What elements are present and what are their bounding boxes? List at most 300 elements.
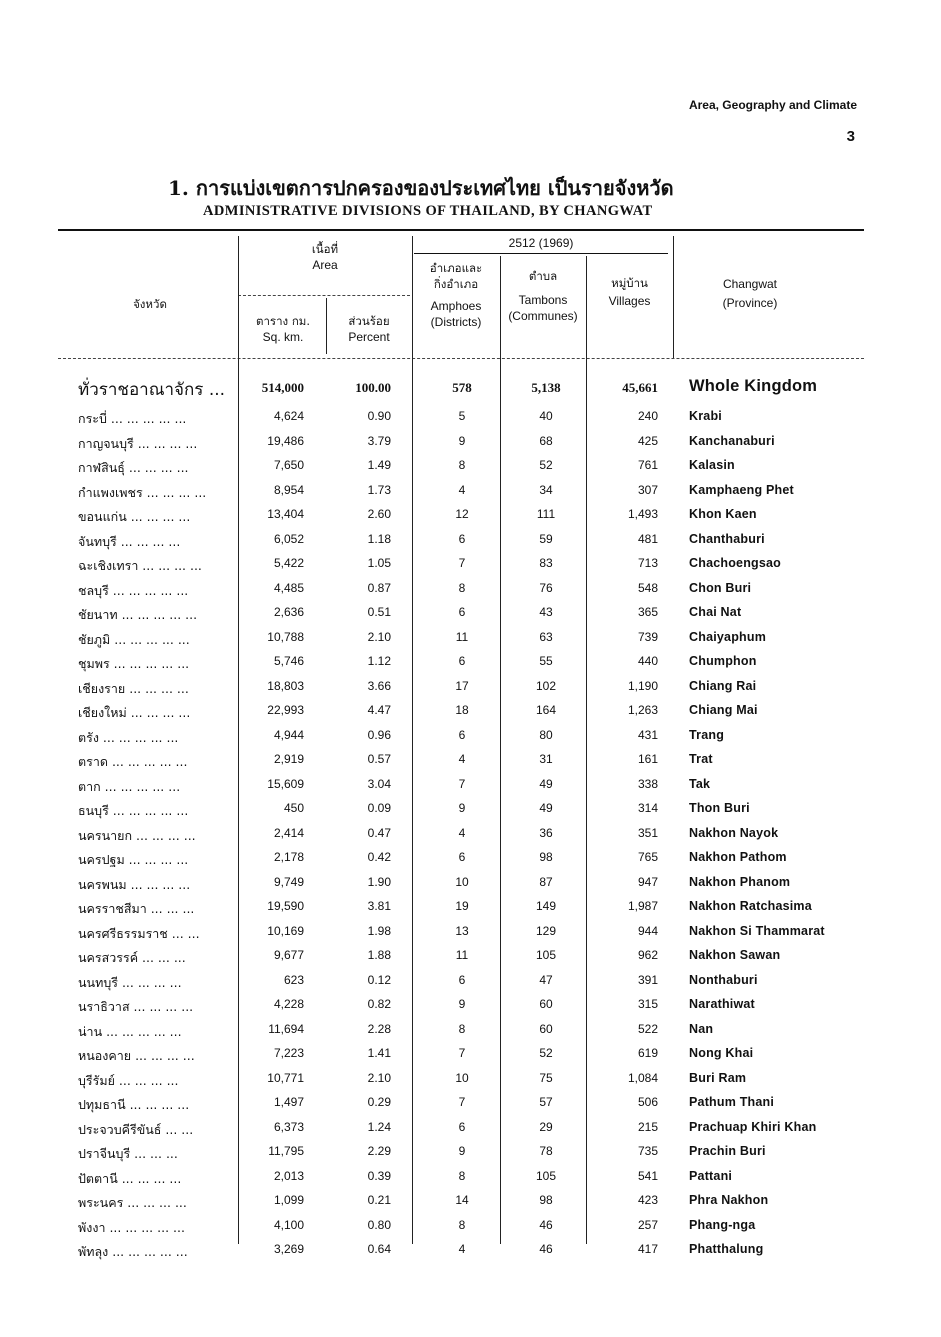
cell-changwat-thai: นครสวรรค์ ... ... ...	[78, 950, 186, 965]
cell-amphoes: 9	[458, 433, 466, 448]
cell-villages: 365	[637, 605, 658, 619]
cell-tambons: 59	[539, 531, 553, 546]
cell-changwat-english: Chon Buri	[689, 580, 752, 595]
header-tambons-english-2: (Communes)	[508, 309, 578, 323]
cell-area: 4,228	[273, 997, 304, 1011]
cell-amphoes: 13	[455, 923, 469, 938]
cell-amphoes: 8	[458, 1021, 466, 1036]
cell-villages: 548	[637, 580, 658, 595]
table-row	[0, 872, 941, 897]
cell-amphoes: 9	[458, 997, 466, 1011]
cell-amphoes: 5	[458, 409, 466, 423]
header-villages-thai: หมู่บ้าน	[611, 276, 648, 290]
cell-changwat-english: Nakhon Sawan	[689, 948, 781, 962]
cell-tambons: 98	[539, 1193, 553, 1207]
cell-changwat-english: Nakhon Ratchasima	[689, 899, 812, 913]
cell-amphoes: 10	[455, 1070, 469, 1085]
cell-changwat-thai: ชัยนาท ... ... ... ... ...	[78, 607, 198, 622]
cell-changwat-thai: ขอนแก่น ... ... ... ...	[78, 509, 191, 524]
cell-changwat-thai: ตรัง ... ... ... ... ...	[78, 729, 179, 745]
cell-tambons: 105	[535, 1168, 557, 1183]
cell-changwat-thai: ปัตตานี ... ... ... ...	[78, 1170, 182, 1186]
cell-villages: 1,987	[627, 899, 658, 913]
cell-percent: 0.96	[367, 727, 391, 742]
header-bottom-rule	[58, 358, 864, 359]
header-tambons	[500, 268, 586, 324]
cell-changwat-english: Chiang Mai	[689, 703, 758, 717]
cell-amphoes: 9	[458, 1144, 466, 1158]
cell-percent: 0.64	[367, 1242, 391, 1256]
cell-villages: 161	[637, 752, 658, 766]
cell-changwat-english: Trang	[689, 727, 725, 742]
cell-amphoes: 6	[458, 727, 466, 742]
cell-area: 2,178	[273, 850, 304, 864]
cell-tambons: 164	[535, 703, 557, 717]
cell-percent: 0.80	[367, 1217, 391, 1232]
cell-tambons: 68	[539, 433, 553, 448]
table-top-rule	[58, 229, 864, 231]
cell-changwat-thai: ชลบุรี ... ... ... ... ...	[78, 582, 189, 598]
header-tambons-thai: ตำบล	[528, 269, 558, 283]
cell-amphoes: 6	[458, 850, 466, 864]
cell-tambons: 31	[539, 752, 553, 766]
table-row	[0, 1190, 941, 1215]
cell-changwat-thai: ธนบุรี ... ... ... ... ...	[78, 803, 189, 818]
cell-changwat-english: Nong Khai	[689, 1046, 754, 1060]
cell-percent: 2.60	[367, 507, 391, 521]
cell-area: 22,993	[267, 703, 304, 717]
table-row	[0, 627, 941, 652]
cell-area: 15,609	[267, 776, 304, 791]
table-row	[0, 1166, 941, 1191]
cell-changwat-english: Narathiwat	[689, 997, 755, 1011]
cell-villages: 315	[637, 997, 658, 1011]
table-row	[0, 529, 941, 554]
header-amphoes-thai-1: อำเภอและ	[429, 261, 483, 275]
cell-changwat-english: Chachoengsao	[689, 556, 781, 570]
table-body	[0, 376, 941, 1264]
cell-tambons: 83	[539, 556, 553, 570]
cell-amphoes: 6	[458, 972, 466, 987]
cell-percent: 2.29	[367, 1144, 391, 1158]
cell-percent: 1.49	[367, 458, 391, 472]
running-head: Area, Geography and Climate	[688, 98, 857, 112]
cell-changwat-english: Nan	[689, 1021, 714, 1036]
cell-tambons: 34	[539, 482, 553, 497]
cell-changwat-english: Phang-nga	[689, 1217, 756, 1232]
cell-percent: 0.57	[367, 752, 391, 766]
header-changwat-thai-text: จังหวัด	[133, 297, 167, 311]
cell-area: 7,223	[273, 1046, 304, 1060]
cell-changwat-english: Kamphaeng Phet	[689, 482, 794, 497]
cell-changwat-thai: จันทบุรี ... ... ... ...	[78, 533, 181, 549]
cell-tambons: 105	[535, 948, 557, 962]
table-row	[0, 1117, 941, 1142]
table-row	[0, 431, 941, 456]
cell-changwat-thai: นครนายก ... ... ... ...	[78, 827, 196, 843]
cell-tambons: 60	[539, 997, 553, 1011]
cell-villages: 944	[637, 923, 658, 938]
cell-tambons: 55	[539, 654, 553, 668]
cell-villages: 431	[637, 727, 658, 742]
cell-changwat-thai: ฉะเชิงเทรา ... ... ... ...	[78, 558, 202, 573]
cell-changwat-thai: นครปฐม ... ... ... ...	[78, 852, 189, 867]
cell-percent: 0.39	[367, 1168, 391, 1183]
table-row	[0, 602, 941, 627]
header-year	[414, 235, 668, 251]
header-area-english: Area	[312, 258, 338, 272]
header-sqkm-thai: ตาราง กม.	[255, 314, 311, 328]
cell-percent: 0.47	[367, 825, 391, 840]
cell-amphoes: 7	[458, 1095, 466, 1109]
cell-changwat-thai: นราธิวาส ... ... ... ...	[78, 999, 194, 1014]
cell-changwat-thai: นครศรีธรรมราช ... ...	[78, 925, 200, 941]
cell-percent: 1.12	[367, 654, 391, 668]
cell-tambons: 149	[535, 899, 557, 913]
table-row	[0, 700, 941, 725]
cell-area: 7,650	[273, 458, 304, 472]
cell-area: 8,954	[273, 482, 304, 497]
header-amphoes-english-1: Amphoes	[430, 299, 482, 313]
header-area-thai: เนื้อที่	[311, 242, 339, 256]
cell-percent: 100.00	[355, 380, 391, 395]
table-row	[0, 1215, 941, 1240]
cell-amphoes: 4	[458, 752, 466, 766]
cell-tambons: 75	[539, 1070, 553, 1085]
table-row	[0, 994, 941, 1019]
header-villages	[586, 275, 673, 309]
cell-area: 5,422	[273, 556, 304, 570]
header-amphoes-thai-2: กิ่งอำเภอ	[433, 277, 479, 291]
area-header-rule	[238, 295, 410, 296]
cell-tambons: 36	[539, 825, 553, 840]
table-row	[0, 921, 941, 946]
cell-percent: 0.51	[367, 605, 391, 619]
cell-changwat-thai: ปราจีนบุรี ... ... ...	[78, 1146, 178, 1161]
cell-area: 2,013	[273, 1168, 304, 1183]
cell-villages: 765	[637, 850, 658, 864]
table-row	[0, 406, 941, 431]
cell-percent: 3.66	[367, 678, 391, 693]
header-sqkm	[240, 313, 326, 345]
cell-changwat-thai: บุรีรัมย์ ... ... ... ...	[78, 1072, 179, 1088]
cell-percent: 4.47	[367, 703, 391, 717]
cell-villages: 307	[637, 482, 658, 497]
cell-tambons: 46	[539, 1242, 553, 1256]
cell-changwat-thai: กำแพงเพชร ... ... ... ...	[78, 484, 207, 500]
cell-changwat-thai: กระบี่ ... ... ... ... ...	[78, 411, 187, 426]
cell-amphoes: 578	[452, 380, 472, 395]
table-row	[0, 749, 941, 774]
header-percent-thai: ส่วนร้อย	[348, 314, 390, 328]
header-changwat-thai	[110, 296, 190, 312]
cell-villages: 351	[637, 825, 658, 840]
cell-area: 450	[283, 801, 304, 815]
cell-area: 2,636	[273, 605, 304, 619]
cell-changwat-thai: พัทลุง ... ... ... ... ...	[78, 1244, 188, 1259]
cell-changwat-thai: พระนคร ... ... ... ...	[78, 1195, 187, 1210]
cell-villages: 425	[637, 433, 658, 448]
cell-area: 5,746	[273, 654, 304, 668]
cell-changwat-english: Trat	[689, 752, 713, 766]
cell-tambons: 52	[539, 458, 553, 472]
cell-area: 10,771	[267, 1070, 304, 1085]
cell-percent: 0.29	[367, 1095, 391, 1109]
cell-amphoes: 12	[455, 507, 469, 521]
cell-area: 514,000	[261, 380, 304, 395]
cell-amphoes: 6	[458, 531, 466, 546]
cell-changwat-thai: นนทบุรี ... ... ... ...	[78, 974, 182, 990]
header-amphoes-english-2: (Districts)	[430, 315, 482, 329]
table-row	[0, 578, 941, 603]
cell-percent: 2.28	[367, 1021, 391, 1036]
cell-villages: 962	[637, 948, 658, 962]
cell-tambons: 40	[539, 409, 553, 423]
cell-changwat-english: Nakhon Nayok	[689, 825, 779, 840]
cell-area: 4,944	[273, 727, 304, 742]
cell-villages: 1,493	[627, 507, 658, 521]
cell-amphoes: 14	[455, 1193, 469, 1207]
cell-changwat-english: Nakhon Pathom	[689, 850, 787, 864]
header-province-english-2: (Province)	[722, 296, 778, 310]
cell-amphoes: 7	[458, 556, 466, 570]
cell-changwat-english: Chumphon	[689, 654, 757, 668]
cell-changwat-english: Phatthalung	[689, 1242, 764, 1256]
cell-area: 1,099	[273, 1193, 304, 1207]
table-title-thai	[168, 172, 674, 204]
cell-area: 18,803	[267, 678, 304, 693]
cell-tambons: 49	[539, 776, 553, 791]
cell-changwat-thai: กาญจนบุรี ... ... ... ...	[78, 435, 198, 451]
cell-tambons: 102	[535, 678, 557, 693]
cell-changwat-thai: เชียงราย ... ... ... ...	[78, 680, 189, 696]
cell-villages: 947	[637, 874, 658, 889]
cell-villages: 735	[637, 1144, 658, 1158]
cell-villages: 240	[637, 409, 658, 423]
cell-changwat-thai: ชัยภูมิ ... ... ... ... ...	[78, 631, 190, 647]
table-row	[0, 1239, 941, 1264]
cell-percent: 2.10	[367, 1070, 391, 1085]
header-amphoes	[412, 260, 500, 330]
cell-changwat-english: Thon Buri	[689, 801, 750, 815]
cell-villages: 761	[637, 458, 658, 472]
cell-tambons: 49	[539, 801, 553, 815]
table-row	[0, 1068, 941, 1093]
cell-area: 11,795	[268, 1144, 304, 1158]
cell-tambons: 43	[539, 605, 553, 619]
table-number: 1.	[168, 176, 189, 200]
cell-area: 6,373	[273, 1119, 304, 1134]
cell-area: 11,694	[268, 1021, 304, 1036]
cell-tambons: 80	[539, 727, 553, 742]
header-tambons-english-1: Tambons	[518, 293, 568, 307]
cell-tambons: 57	[539, 1095, 553, 1109]
cell-changwat-english: Tak	[689, 776, 711, 791]
year-underline	[414, 253, 668, 254]
header-province	[690, 276, 810, 311]
cell-tambons: 29	[539, 1119, 553, 1134]
cell-villages: 215	[637, 1119, 658, 1134]
cell-villages: 522	[637, 1021, 658, 1036]
cell-area: 3,269	[273, 1242, 304, 1256]
cell-percent: 1.73	[367, 482, 391, 497]
cell-tambons: 76	[539, 580, 553, 595]
cell-changwat-english: Pattani	[689, 1168, 733, 1183]
cell-area: 19,590	[267, 899, 304, 913]
cell-amphoes: 9	[458, 801, 466, 815]
header-percent	[326, 313, 412, 345]
cell-changwat-english: Nonthaburi	[689, 972, 758, 987]
cell-villages: 1,263	[627, 703, 658, 717]
cell-amphoes: 8	[458, 580, 466, 595]
cell-percent: 1.98	[367, 923, 391, 938]
cell-villages: 257	[637, 1217, 658, 1232]
cell-changwat-english: Phra Nakhon	[689, 1193, 769, 1207]
cell-villages: 713	[637, 556, 658, 570]
cell-amphoes: 7	[458, 776, 466, 791]
cell-villages: 541	[637, 1168, 658, 1183]
header-villages-english: Villages	[608, 294, 651, 308]
table-row	[0, 896, 941, 921]
table-row	[0, 774, 941, 799]
cell-villages: 619	[637, 1046, 658, 1060]
cell-amphoes: 8	[458, 1168, 466, 1183]
cell-percent: 0.42	[367, 850, 391, 864]
cell-changwat-thai: ประจวบคีรีขันธ์ ... ...	[78, 1121, 194, 1137]
cell-area: 10,788	[267, 629, 304, 644]
cell-tambons: 78	[539, 1144, 553, 1158]
cell-villages: 440	[637, 654, 658, 668]
cell-percent: 2.10	[367, 629, 391, 644]
cell-percent: 3.79	[367, 433, 391, 448]
cell-percent: 1.18	[367, 531, 391, 546]
cell-changwat-english: Chanthaburi	[689, 531, 765, 546]
cell-villages: 1,190	[627, 678, 658, 693]
table-row	[0, 553, 941, 578]
table-row	[0, 651, 941, 676]
cell-percent: 0.82	[367, 997, 391, 1011]
cell-amphoes: 11	[455, 629, 469, 644]
cell-tambons: 63	[539, 629, 553, 644]
table-row	[0, 823, 941, 848]
table-row	[0, 725, 941, 750]
cell-changwat-thai: ตาก ... ... ... ... ...	[78, 778, 181, 794]
cell-area: 19,486	[267, 433, 304, 448]
cell-amphoes: 17	[455, 678, 469, 693]
table-row	[0, 1043, 941, 1068]
cell-amphoes: 7	[458, 1046, 466, 1060]
table-row	[0, 480, 941, 505]
cell-changwat-english: Whole Kingdom	[689, 377, 818, 395]
cell-changwat-english: Nakhon Phanom	[689, 874, 791, 889]
cell-changwat-english: Kalasin	[689, 458, 735, 472]
cell-percent: 0.90	[367, 409, 391, 423]
cell-percent: 3.81	[367, 899, 391, 913]
cell-amphoes: 4	[458, 482, 466, 497]
cell-amphoes: 19	[455, 899, 469, 913]
table-row	[0, 455, 941, 480]
page-number: 3	[846, 128, 855, 145]
cell-changwat-thai: หนองคาย ... ... ... ...	[78, 1048, 195, 1063]
cell-tambons: 46	[539, 1217, 553, 1232]
cell-tambons: 60	[539, 1021, 553, 1036]
column-divider	[673, 236, 674, 358]
cell-changwat-english: Nakhon Si Thammarat	[689, 923, 825, 938]
cell-tambons: 47	[539, 972, 553, 987]
cell-tambons: 98	[539, 850, 553, 864]
table-row	[0, 847, 941, 872]
cell-tambons: 111	[536, 507, 556, 521]
cell-changwat-english: Chaiyaphum	[689, 629, 767, 644]
header-area	[240, 241, 410, 273]
cell-changwat-english: Kanchanaburi	[689, 433, 775, 448]
cell-changwat-thai: ชุมพร ... ... ... ... ...	[78, 656, 190, 671]
cell-percent: 1.90	[367, 874, 391, 889]
table-row	[0, 1092, 941, 1117]
cell-villages: 1,084	[627, 1070, 658, 1085]
cell-percent: 3.04	[367, 776, 391, 791]
cell-area: 4,100	[273, 1217, 304, 1232]
cell-villages: 338	[637, 776, 658, 791]
cell-villages: 45,661	[622, 380, 658, 395]
cell-changwat-thai: ปทุมธานี ... ... ... ...	[78, 1097, 190, 1112]
cell-area: 13,404	[267, 507, 304, 521]
table-row-total	[0, 376, 941, 406]
cell-changwat-thai: กาฬสินธุ์ ... ... ... ...	[78, 460, 189, 475]
cell-changwat-english: Khon Kaen	[689, 507, 757, 521]
table-row	[0, 798, 941, 823]
table-row	[0, 945, 941, 970]
header-sqkm-english: Sq. km.	[262, 330, 304, 344]
cell-amphoes: 4	[458, 1242, 466, 1256]
cell-villages: 481	[637, 531, 658, 546]
cell-amphoes: 18	[455, 703, 469, 717]
cell-changwat-english: Chai Nat	[689, 605, 742, 619]
cell-area: 9,677	[273, 948, 304, 962]
cell-changwat-thai: นครพนม ... ... ... ...	[78, 876, 191, 892]
table-row	[0, 676, 941, 701]
cell-percent: 1.88	[367, 948, 391, 962]
header-province-english-1: Changwat	[722, 277, 778, 291]
cell-changwat-thai: ทั่วราชอาณาจักร ...	[78, 380, 226, 400]
header-year-text: 2512 (1969)	[508, 236, 574, 250]
cell-changwat-thai: เชียงใหม่ ... ... ... ...	[78, 705, 191, 720]
cell-changwat-english: Pathum Thani	[689, 1095, 775, 1109]
cell-changwat-thai: พังงา ... ... ... ... ...	[78, 1219, 185, 1235]
cell-changwat-thai: ตราด ... ... ... ... ...	[78, 754, 188, 769]
cell-area: 4,624	[273, 409, 304, 423]
cell-changwat-english: Krabi	[689, 409, 722, 423]
cell-tambons: 129	[535, 923, 557, 938]
cell-amphoes: 6	[458, 654, 466, 668]
cell-percent: 1.41	[367, 1046, 391, 1060]
table-row	[0, 504, 941, 529]
cell-changwat-thai: นครราชสีมา ... ... ...	[78, 901, 195, 916]
cell-villages: 417	[637, 1242, 658, 1256]
cell-amphoes: 10	[455, 874, 469, 889]
cell-area: 623	[283, 972, 304, 987]
cell-amphoes: 6	[458, 1119, 466, 1134]
cell-area: 2,919	[273, 752, 304, 766]
cell-percent: 1.24	[367, 1119, 391, 1134]
cell-percent: 0.21	[367, 1193, 391, 1207]
cell-changwat-thai: น่าน ... ... ... ... ...	[78, 1023, 182, 1039]
cell-amphoes: 11	[455, 948, 469, 962]
cell-area: 10,169	[267, 923, 304, 938]
cell-area: 1,497	[273, 1095, 304, 1109]
cell-percent: 0.09	[367, 801, 391, 815]
cell-amphoes: 4	[458, 825, 466, 840]
